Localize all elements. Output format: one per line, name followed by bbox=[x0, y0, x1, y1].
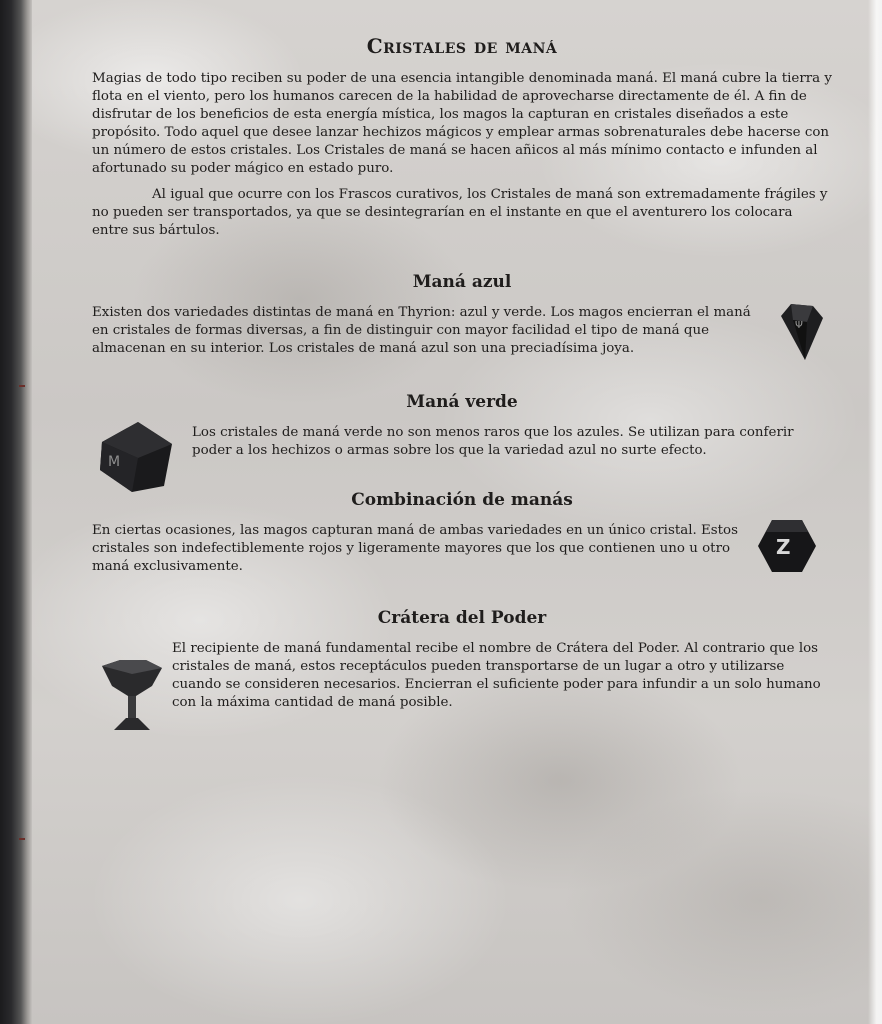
svg-text:M: M bbox=[108, 454, 121, 470]
combined-mana-crystal-icon bbox=[756, 518, 818, 574]
margin-mark bbox=[19, 385, 25, 387]
green-mana-crystal-icon bbox=[98, 420, 174, 494]
section-heading-mana-verde: Maná verde bbox=[406, 392, 518, 412]
chalice-icon bbox=[100, 656, 164, 732]
margin-mark bbox=[19, 838, 25, 840]
section-heading-mana-azul: Maná azul bbox=[412, 272, 512, 292]
section-text-cratera: El recipiente de maná fundamental recibe el nombre de Crátera del Poder. Al contrario que los cristales de maná, estos receptáculos pueden transportarse de un lugar a otro y utilizarse cuando se consideren necesarios. Encierran el suficiente poder para infundir a un solo humano con la máxima cantidad de maná posible. bbox=[172, 641, 821, 710]
section-text-mana-azul: Existen dos variedades distintas de maná en Thyrion: azul y verde. Los magos encierran el maná en cristales de formas diversas, a fin de distinguir con mayor facilidad el tipo de maná que almacenan en su interior. Los cristales de maná azul son una preciadísima joya. bbox=[92, 305, 751, 356]
svg-text:Z: Z bbox=[776, 535, 791, 559]
book-spine bbox=[0, 0, 32, 1024]
section-heading-combinacion: Combinación de manás bbox=[351, 490, 573, 510]
intro-paragraph-2: Al igual que ocurre con los Frascos curativos, los Cristales de maná son extremadamente frágiles y no pueden ser transportados, ya que se desintegrarían en el instante en que el aventurero los colocara entre sus bártulos. bbox=[92, 187, 828, 238]
section-heading-cratera: Crátera del Poder bbox=[377, 608, 547, 628]
section-text-mana-verde: Los cristales de maná verde no son menos raros que los azules. Se utilizan para conferir poder a los hechizos o armas sobre los que la variedad azul no surte efecto. bbox=[192, 425, 794, 458]
page-edge bbox=[868, 0, 882, 1024]
blue-mana-crystal-icon bbox=[777, 302, 825, 362]
intro-paragraph-1: Magias de todo tipo reciben su poder de una esencia intangible denominada maná. El maná cubre la tierra y flota en el viento, pero los humanos carecen de la habilidad de aprovecharse directamente de él. A fin de disfrutar de los beneficios de esta energía mística, los magos la capturan en cristales diseñados a este propósito. Todo aquel que desee lanzar hechizos mágicos y emplear armas sobrenaturales debe hacerse con un número de estos cristales. Los Cristales de maná se hacen añicos al más mínimo contacto e infunden al afortunado su poder mágico en estado puro. bbox=[92, 71, 832, 176]
page-title: Cristales de maná bbox=[366, 34, 558, 58]
svg-text:Ψ: Ψ bbox=[795, 320, 803, 331]
section-text-combinacion: En ciertas ocasiones, las magos capturan maná de ambas variedades en un único cristal. Estos cristales son indefectiblemente rojos y ligeramente mayores que los que contienen uno u otro maná exclusivamente. bbox=[92, 523, 738, 574]
